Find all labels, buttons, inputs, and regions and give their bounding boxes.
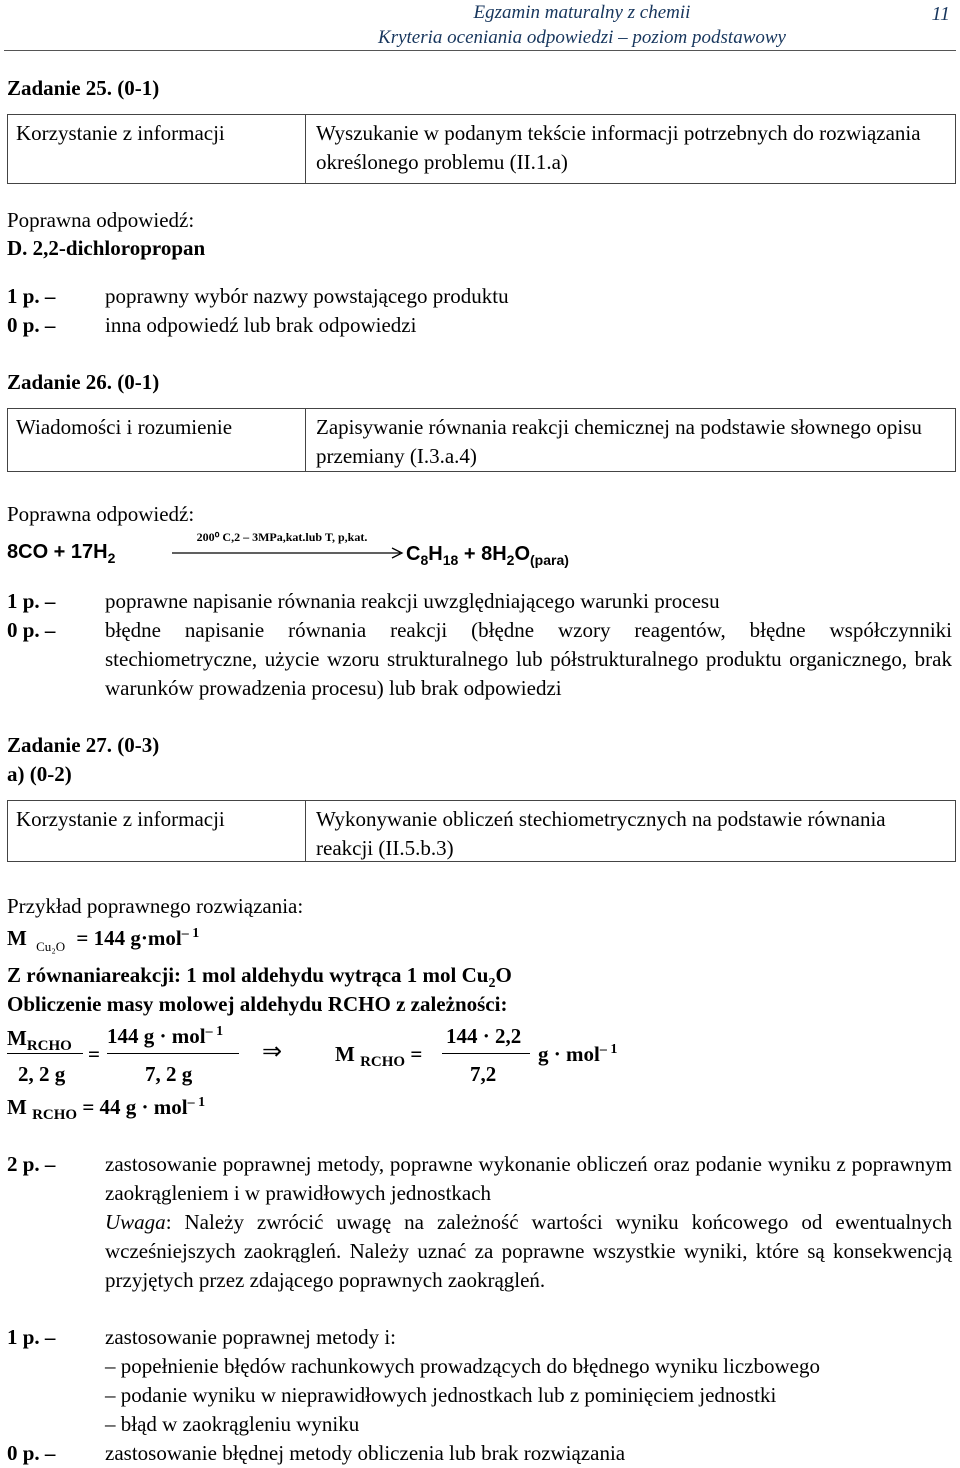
z26-requirement: Zapisywanie równania reakcji chemicznej na podstawie słownego opisu przemiany (I.3.a.4): [316, 415, 922, 468]
z27-result-m: M: [7, 1095, 27, 1119]
z26-skill-area: Wiadomości i rozumienie: [8, 409, 306, 471]
z27-result-value: = 44 g · mol: [82, 1095, 188, 1119]
z25-score-0-text: inna odpowiedź lub brak odpowiedzi: [105, 313, 417, 337]
z27-score-0-text: zastosowanie błędnej metody obliczenia lub brak rozwiązania: [105, 1441, 626, 1465]
z26-eq-h-sub: 18: [442, 552, 459, 568]
z26-score-0-text: błędne napisanie równania reakcji (błędne wzory reagentów, błędne współczynniki stechiometryczne, użycie wzoru strukturalnego lub półstrukturalnego produktu organicznego, brak warunków prowadzenia procesu) lub brak odpowiedzi: [105, 618, 952, 700]
z27-frac3-m: M: [335, 1042, 355, 1066]
z27-frac3-eq: =: [410, 1042, 423, 1066]
z26-eq-c-sub: 8: [420, 552, 429, 568]
z25-skill-area: Korzystanie z informacji: [8, 115, 306, 183]
z27-note-label: Uwaga: [105, 1210, 166, 1234]
z25-score-1-text: poprawny wybór nazwy powstającego produktu: [105, 284, 509, 308]
z26-equation-left: [7, 538, 115, 567]
z26-score-0-label: 0 p. –: [7, 618, 56, 642]
z25-score-1: [7, 282, 952, 311]
z26-eq-c: C: [406, 543, 421, 565]
z27-item-spacer-1: [7, 1352, 105, 1381]
z27-frac3-denominator: 7,2: [470, 1062, 497, 1086]
z27-score-1-text: zastosowanie poprawnej metody i:: [105, 1325, 397, 1349]
z26-eq-h: H: [428, 543, 443, 565]
z27-molar-line: Obliczenie masy molowej aldehydu RCHO z zależności:: [7, 992, 508, 1016]
z27-implies-arrow: ⇒: [262, 1039, 283, 1065]
z25-title: Zadanie 25. (0-1): [7, 76, 160, 100]
z27-reaction-sub: 2: [488, 976, 496, 992]
z25-score-0: [7, 311, 952, 340]
z27-frac3-bar: [442, 1053, 530, 1054]
z27-frac1-numerator: [7, 1024, 72, 1056]
z27-score-1-item-1-text: – popełnienie błędów rachunkowych prowadzących do błędnego wyniku liczbowego: [105, 1354, 820, 1378]
z27-result-sub: RCHO: [32, 1107, 78, 1123]
z27-example-label: Przykład poprawnego rozwiązania:: [7, 894, 304, 918]
z27-frac2-exp: – 1: [205, 1024, 224, 1039]
z27-frac2-num: 144 g · mol: [107, 1024, 206, 1048]
z27-m-symbol: M: [7, 926, 27, 950]
z27-requirement: Wykonywanie obliczeń stechiometrycznych na podstawie równania reakcji (II.5.b.3): [316, 807, 886, 860]
z26-answer-label: Poprawna odpowiedź:: [7, 502, 195, 526]
z26-reaction-conditions: 200⁰ C,2 – 3MPa,kat.lub T, p,kat.: [196, 530, 368, 544]
z27-m-exponent: – 1: [181, 926, 200, 941]
z27-frac3-unit-exp: – 1: [599, 1042, 618, 1057]
z27-requirements-table: [7, 800, 956, 862]
z27-frac2-bar: [107, 1053, 239, 1054]
z27-score-1-item-1: [7, 1352, 952, 1381]
z27-item-spacer-2: [7, 1381, 105, 1410]
z26-eq-reactants: 8CO + 17H: [7, 541, 108, 563]
header-exam-title: Egzamin maturalny z chemii: [473, 2, 691, 23]
z27-title: Zadanie 27. (0-3): [7, 733, 160, 757]
z26-eq-reactants-sub: 2: [107, 550, 116, 566]
z27-score-1-label: 1 p. –: [7, 1325, 56, 1349]
z27-score-0-label: 0 p. –: [7, 1441, 56, 1465]
z27-reaction-end: O: [495, 963, 512, 987]
z26-score-1: [7, 587, 952, 616]
z27-frac2-numerator: [107, 1022, 223, 1051]
z27-frac2-denominator: 7, 2 g: [145, 1062, 193, 1086]
z27-score-1-item-2-text: – podanie wyniku w nieprawidłowych jednostkach lub z pominięciem jednostki: [105, 1383, 777, 1407]
z26-score-1-label: 1 p. –: [7, 589, 56, 613]
z26-eq-o-sub: (para): [530, 552, 569, 568]
z27-subtask: a) (0-2): [7, 762, 72, 786]
z27-m-subscript: Cu₂O: [36, 939, 66, 954]
z27-frac3-sub: RCHO: [360, 1054, 406, 1070]
z27-skill-area: Korzystanie z informacji: [8, 801, 306, 861]
z27-frac3-unit: [538, 1040, 617, 1069]
z27-score-1-item-2: [7, 1381, 952, 1410]
z27-score-2: [7, 1150, 952, 1208]
z27-score-1-item-3-text: – błąd w zaokrągleniu wyniku: [105, 1412, 360, 1436]
z27-result: [7, 1093, 205, 1125]
z26-title: Zadanie 26. (0-1): [7, 370, 160, 394]
z26-reaction-arrow: [170, 546, 406, 560]
z27-reaction-line: [7, 961, 512, 990]
z27-frac3-lhs: [335, 1040, 422, 1072]
header-criteria-title: Kryteria oceniania odpowiedzi – poziom podstawowy: [378, 27, 786, 48]
z25-score-0-label: 0 p. –: [7, 313, 56, 337]
z27-frac-equals: =: [88, 1042, 100, 1066]
z26-eq-h2-sub: 2: [506, 552, 515, 568]
z27-result-exp: – 1: [187, 1095, 206, 1110]
z26-score-0: [7, 616, 952, 703]
header-divider: [4, 50, 956, 51]
z27-note-text: : Należy zwrócić uwagę na zależność wartości wyniku końcowego od ewentualnych wcześniejszych zaokrągleń. Należy uznać za poprawne wszystkie wyniki, które są konsekwencją przyjętych przez zdającego poprawnych zaokrągleń.: [105, 1210, 952, 1292]
z25-answer: D. 2,2-dichloropropan: [7, 236, 206, 260]
z27-note-body: [105, 1208, 952, 1295]
z27-frac3-unit-text: g · mol: [538, 1042, 600, 1066]
z27-frac1-m: M: [7, 1026, 27, 1050]
z27-item-spacer-3: [7, 1410, 105, 1439]
z27-score-1: [7, 1323, 952, 1352]
z27-score-1-item-3: [7, 1410, 952, 1439]
page-number: 11: [931, 3, 950, 25]
z26-score-1-text: poprawne napisanie równania reakcji uwzględniającego warunki procesu: [105, 589, 720, 613]
z25-answer-label: Poprawna odpowiedź:: [7, 208, 195, 232]
z26-equation-right: [406, 540, 569, 569]
z27-frac1-sub: RCHO: [26, 1038, 72, 1054]
z25-requirements-table: [7, 114, 956, 184]
z27-reaction-text: Z równaniareakcji: 1 mol aldehydu wytrąca 1 mol Cu: [7, 963, 489, 987]
z27-score-2-text: zastosowanie poprawnej metody, poprawne wykonanie obliczeń oraz podanie wyniku z poprawnym zaokrągleniem i w prawidłowych jednostkach: [105, 1152, 952, 1205]
z27-score-2-label: 2 p. –: [7, 1152, 56, 1176]
z27-note-spacer: [7, 1208, 105, 1295]
z26-requirements-table: [7, 408, 956, 472]
z27-note: [7, 1208, 952, 1295]
z27-score-0: [7, 1439, 952, 1468]
z27-molar-mass-cu2o: [7, 924, 199, 955]
z27-m-value: = 144 g·mol: [76, 926, 182, 950]
z27-frac3-numerator: 144 · 2,2: [446, 1024, 522, 1048]
z26-eq-plus: + 8H: [458, 543, 507, 565]
page-header: [232, 0, 932, 50]
z27-frac1-denominator: 2, 2 g: [18, 1062, 66, 1086]
z25-score-1-label: 1 p. –: [7, 284, 56, 308]
z25-requirement: Wyszukanie w podanym tekście informacji potrzebnych do rozwiązania określonego problemu (II.1.a): [316, 121, 921, 174]
z26-eq-o: O: [514, 543, 530, 565]
z27-frac1-bar: [7, 1053, 83, 1054]
